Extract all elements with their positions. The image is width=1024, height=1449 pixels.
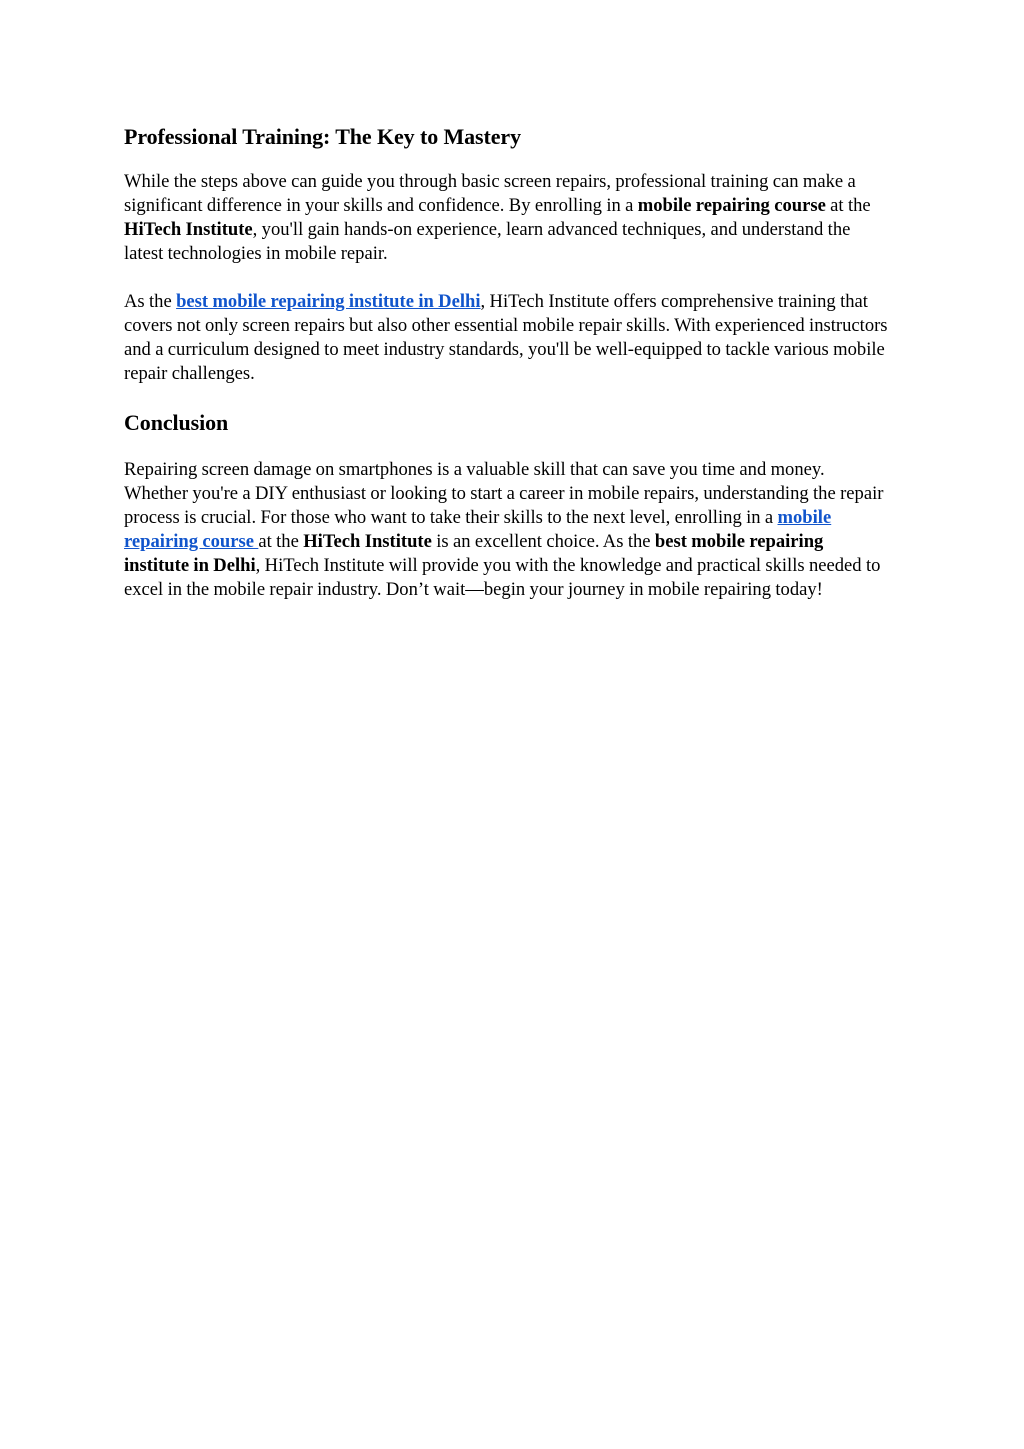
text-span: , HiTech Institute offers comprehensive training that covers not only screen repairs but also other essential mobile repair skills. With experienced instructors and a curriculum designed to meet industry standards, you'll be well-equipped to tackle various mobile repair challenges. <box>124 291 888 384</box>
bold-hitech-institute: HiTech Institute <box>303 531 432 552</box>
link-mobile-repairing-course[interactable]: mobile repairing course <box>124 507 832 552</box>
text-span: is an excellent choice. As the <box>431 531 655 552</box>
paragraph-conclusion <box>124 458 892 602</box>
document-page <box>124 122 892 602</box>
text-span: As the <box>124 291 177 312</box>
paragraph-training-details <box>124 290 892 386</box>
link-best-mobile-repairing-institute[interactable]: best mobile repairing institute in Delhi <box>176 291 481 312</box>
text-span: , HiTech Institute will provide you with the knowledge and practical skills needed to excel in the mobile repair industry. Don’t wait—begin your journey in mobile repairing today! <box>124 555 881 600</box>
text-span: at the <box>825 195 871 216</box>
text-span: While the steps above can guide you through basic screen repairs, professional training can make a significant difference in your skills and confidence. By enrolling in a <box>124 171 856 216</box>
bold-mobile-repairing-course: mobile repairing course <box>637 195 826 216</box>
text-span: Repairing screen damage on smartphones is a valuable skill that can save you time and money. Whether you're a DIY enthusiast or looking to start a career in mobile repairs, understanding the repair process is crucial. For those who want to take their skills to the next level, enrolling in a <box>124 459 884 528</box>
text-span: , you'll gain hands-on experience, learn advanced techniques, and understand the latest technologies in mobile repair. <box>124 219 851 264</box>
bold-best-mobile-repairing-institute: best mobile repairing institute in Delhi <box>124 531 824 576</box>
paragraph-training-intro <box>124 170 892 266</box>
section-heading-conclusion: Conclusion <box>124 410 229 435</box>
text-span: at the <box>258 531 304 552</box>
section-heading-professional-training: Professional Training: The Key to Mastery <box>124 124 521 149</box>
bold-hitech-institute: HiTech Institute <box>124 219 253 240</box>
